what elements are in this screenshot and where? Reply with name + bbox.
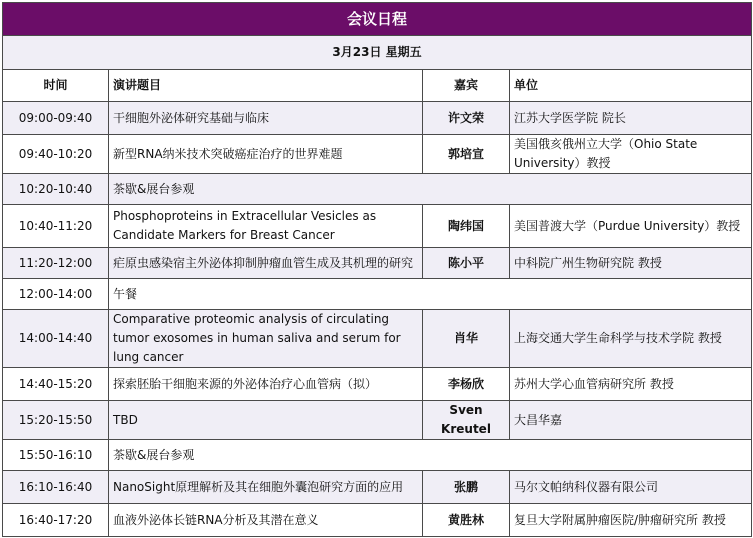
agenda-row bbox=[3, 504, 752, 537]
agenda-time: 09:00-09:40 bbox=[3, 102, 109, 135]
agenda-speaker: 陈小平 bbox=[423, 248, 510, 279]
agenda-table bbox=[2, 2, 752, 537]
agenda-affiliation: 上海交通大学生命科学与技术学院 教授 bbox=[510, 310, 752, 368]
agenda-speaker: 黄胜林 bbox=[423, 504, 510, 537]
agenda-row bbox=[3, 102, 752, 135]
header-row bbox=[3, 70, 752, 102]
agenda-time: 09:40-10:20 bbox=[3, 135, 109, 174]
agenda-topic: 茶歇&展台参观 bbox=[109, 440, 752, 471]
header-time: 时间 bbox=[3, 70, 109, 102]
agenda-topic: 探索胚胎干细胞来源的外泌体治疗心血管病（拟） bbox=[109, 368, 423, 401]
header-speaker: 嘉宾 bbox=[423, 70, 510, 102]
agenda-time: 16:40-17:20 bbox=[3, 504, 109, 537]
agenda-affiliation: 复旦大学附属肿瘤医院/肿瘤研究所 教授 bbox=[510, 504, 752, 537]
agenda-row bbox=[3, 205, 752, 248]
agenda-topic: NanoSight原理解析及其在细胞外囊泡研究方面的应用 bbox=[109, 471, 423, 504]
agenda-topic: 茶歇&展台参观 bbox=[109, 174, 752, 205]
agenda-topic: 干细胞外泌体研究基础与临床 bbox=[109, 102, 423, 135]
agenda-speaker: 陶纬国 bbox=[423, 205, 510, 248]
agenda-row bbox=[3, 174, 752, 205]
agenda-affiliation: 美国俄亥俄州立大学（Ohio State University）教授 bbox=[510, 135, 752, 174]
agenda-row bbox=[3, 310, 752, 368]
agenda-affiliation: 大昌华嘉 bbox=[510, 401, 752, 440]
agenda-affiliation: 苏州大学心血管病研究所 教授 bbox=[510, 368, 752, 401]
agenda-topic: TBD bbox=[109, 401, 423, 440]
agenda-time: 15:50-16:10 bbox=[3, 440, 109, 471]
agenda-affiliation: 美国普渡大学（Purdue University）教授 bbox=[510, 205, 752, 248]
agenda-topic: Comparative proteomic analysis of circulating tumor exosomes in human saliva and serum for lung cancer bbox=[109, 310, 423, 368]
agenda-time: 10:40-11:20 bbox=[3, 205, 109, 248]
agenda-affiliation: 马尔文帕纳科仪器有限公司 bbox=[510, 471, 752, 504]
agenda-topic: 血液外泌体长链RNA分析及其潜在意义 bbox=[109, 504, 423, 537]
agenda-title: 会议日程 bbox=[3, 3, 752, 36]
agenda-time: 16:10-16:40 bbox=[3, 471, 109, 504]
header-topic: 演讲题目 bbox=[109, 70, 423, 102]
header-affiliation: 单位 bbox=[510, 70, 752, 102]
agenda-container bbox=[2, 2, 751, 537]
agenda-topic: 新型RNA纳米技术突破癌症治疗的世界难题 bbox=[109, 135, 423, 174]
agenda-speaker: 张鹏 bbox=[423, 471, 510, 504]
agenda-time: 12:00-14:00 bbox=[3, 279, 109, 310]
agenda-speaker: 郭培宣 bbox=[423, 135, 510, 174]
agenda-affiliation: 江苏大学医学院 院长 bbox=[510, 102, 752, 135]
agenda-time: 10:20-10:40 bbox=[3, 174, 109, 205]
agenda-row bbox=[3, 279, 752, 310]
agenda-row bbox=[3, 248, 752, 279]
agenda-time: 14:00-14:40 bbox=[3, 310, 109, 368]
agenda-time: 11:20-12:00 bbox=[3, 248, 109, 279]
agenda-date: 3月23日 星期五 bbox=[3, 36, 752, 70]
agenda-speaker: 李杨欣 bbox=[423, 368, 510, 401]
agenda-row bbox=[3, 440, 752, 471]
agenda-time: 14:40-15:20 bbox=[3, 368, 109, 401]
agenda-row bbox=[3, 135, 752, 174]
agenda-topic: 疟原虫感染宿主外泌体抑制肿瘤血管生成及其机理的研究 bbox=[109, 248, 423, 279]
agenda-time: 15:20-15:50 bbox=[3, 401, 109, 440]
agenda-affiliation: 中科院广州生物研究院 教授 bbox=[510, 248, 752, 279]
agenda-topic: Phosphoproteins in Extracellular Vesicles as Candidate Markers for Breast Cancer bbox=[109, 205, 423, 248]
agenda-speaker: Sven Kreutel bbox=[423, 401, 510, 440]
agenda-row bbox=[3, 401, 752, 440]
agenda-topic: 午餐 bbox=[109, 279, 752, 310]
agenda-row bbox=[3, 471, 752, 504]
agenda-row bbox=[3, 368, 752, 401]
agenda-speaker: 肖华 bbox=[423, 310, 510, 368]
agenda-speaker: 许文荣 bbox=[423, 102, 510, 135]
